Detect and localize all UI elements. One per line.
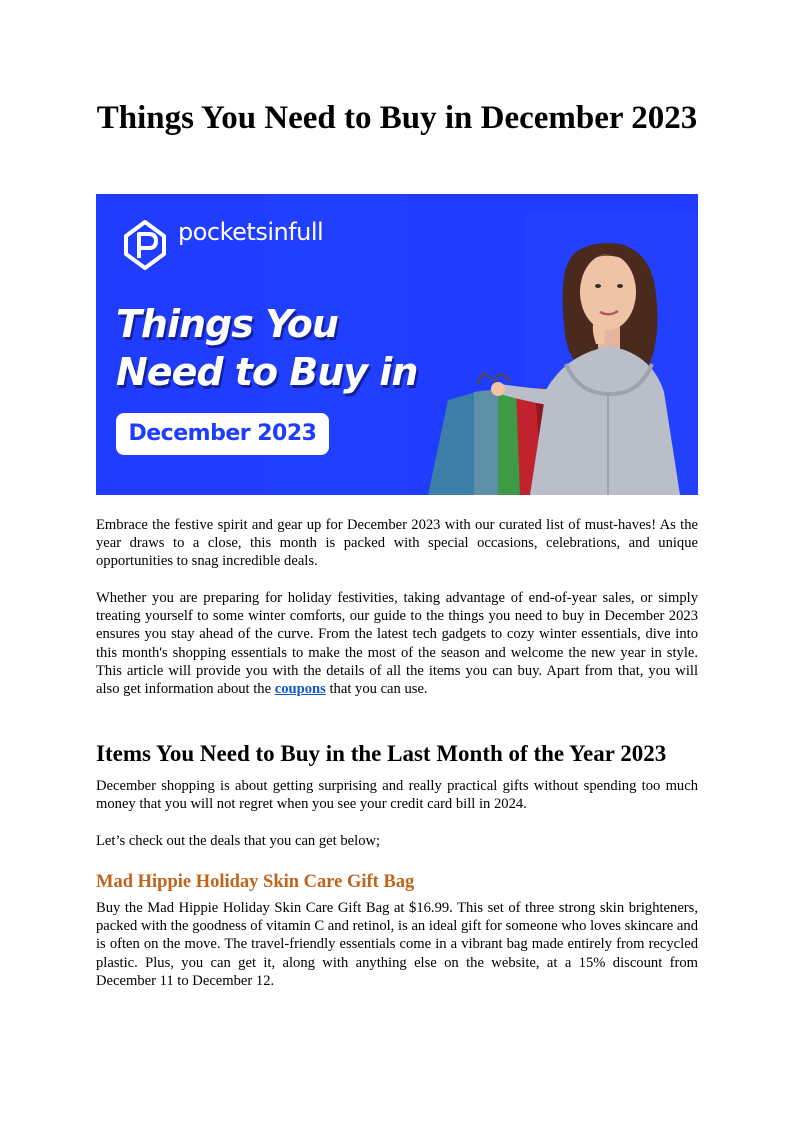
body-paragraph	[96, 589, 698, 698]
banner-headline-line2: Need to Buy in	[116, 350, 418, 394]
brand-name: pocketsinfull	[178, 218, 324, 246]
section-paragraph-1: December shopping is about getting surprising and really practical gifts without spending too much money that you will not regret when you see your credit card bill in 2024.	[96, 778, 698, 813]
product-heading: Mad Hippie Holiday Skin Care Gift Bag	[96, 872, 415, 892]
coupons-link[interactable]: coupons	[274, 681, 326, 698]
section-heading: Items You Need to Buy in the Last Month of the Year 2023	[96, 741, 667, 766]
product-paragraph: Buy the Mad Hippie Holiday Skin Care Gift Bag at $16.99. This set of three strong skin brighteners, packed with the goodness of vitamin C and retinol, is an ideal gift for someone who loves skincare and is often on the move. The travel-friendly essentials come in a vibrant bag made entirely from recycled plastic. Plus, you can get it, along with anything else on the website, at a 15% discount from December 11 to December 12.	[96, 900, 698, 989]
section-paragraph-2: Let’s check out the deals that you can get below;	[96, 833, 381, 849]
banner-date-badge: December 2023	[116, 413, 329, 455]
hero-banner	[96, 194, 698, 495]
banner-headline-line1: Things You	[116, 302, 338, 346]
body-text-before-link: Whether you are preparing for holiday festivities, taking advantage of end-of-year sales, or simply treating yourself to some winter comforts, our guide to the things you need to buy in December 2023 ensures you stay ahead of the curve. From the latest tech gadgets to cozy winter essentials, dive into this month's shopping essentials to make the most of the season and welcome the new year in style. This article will provide you with the details of all the items you can buy. Apart from that, you will also get information about the	[96, 590, 698, 698]
body-text-after-link: that you can use.	[325, 681, 428, 698]
page-title: Things You Need to Buy in December 2023	[96, 100, 698, 136]
banner-headline	[116, 300, 446, 396]
intro-paragraph: Embrace the festive spirit and gear up for December 2023 with our curated list of must-haves! As the year draws to a close, this month is packed with special occasions, celebrations, and unique opportunities to snag incredible deals.	[96, 517, 698, 570]
